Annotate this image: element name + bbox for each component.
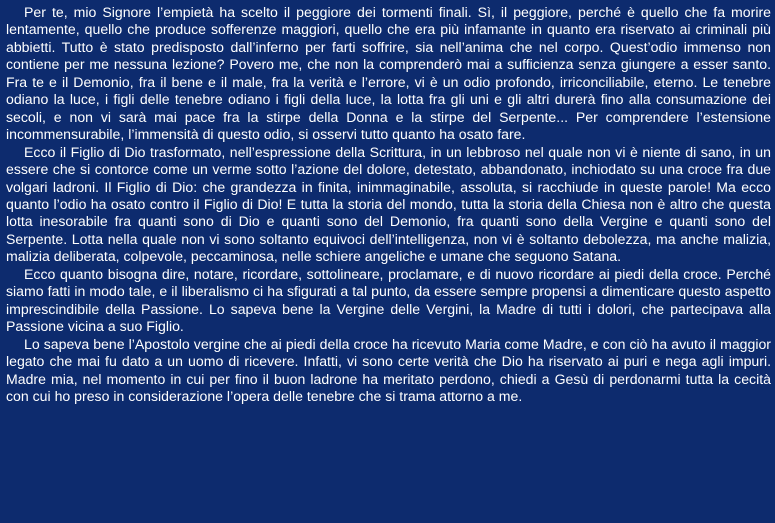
paragraph-1: Per te, mio Signore l’empietà ha scelto il peggiore dei tormenti finali. Sì, il peggiore, perché è quello che fa morire lentamente, quello che produce sofferenze maggiori, quello che era più infamante in quanto era riservato ai criminali più abbietti. Tutto è stato predisposto dall’inferno per farti soffrire, sia nell’anima che nel corpo. Quest’odio immenso non contiene per me nessuna lezione? Povero me, che non la comprenderò mai a sufficienza senza giungere a esser santo. Fra te e il Demonio, fra il bene e il male, fra la verità e l’errore, vi è un odio profondo, irriconciliabile, eterno. Le tenebre odiano la luce, i figli delle tenebre odiano i figli della luce, la lotta fra gli uni e gli altri durerà fino alla consumazione dei secoli, e non vi sarà mai pace fra la stirpe della Donna e la stirpe del Serpente... Per comprendere l’estensione incommensurabile, l’immensità di questo odio, si osservi tutto quanto ha osato fare. (6, 4, 771, 143)
paragraph-3: Ecco quanto bisogna dire, notare, ricordare, sottolineare, proclamare, e di nuovo ricordare ai piedi della croce. Perché siamo fatti in modo tale, e il liberalismo ci ha sfigurati a tal punto, da essere sempre propensi a dimenticare questo aspetto imprescindibile della Passione. Lo sapeva bene la Vergine delle Vergini, la Madre di tutti i dolori, che partecipava alla Passione vicina a suo Figlio. (6, 265, 771, 335)
paragraph-4: Lo sapeva bene l’Apostolo vergine che ai piedi della croce ha ricevuto Maria come Madre, e con ciò ha avuto il maggior legato che mai fu dato a un uomo di ricevere. Infatti, vi sono certe verità che Dio ha riservato ai puri e nega agli impuri. Madre mia, nel momento in cui per fino il buon ladrone ha meritato perdono, chiedi a Gesù di perdonarmi tutta la cecità con cui ho preso in considerazione l’opera delle tenebre che si trama attorno a me. (6, 335, 771, 404)
paragraph-2: Ecco il Figlio di Dio trasformato, nell’espressione della Scrittura, in un lebbroso nel quale non vi è niente di sano, in un essere che si contorce come un verme sotto l’azione del dolore, detestato, abbandonato, inchiodato su una croce fra due volgari ladroni. Il Figlio di Dio: che grandezza in finita, inimmaginabile, assoluta, si racchiude in queste parole! Ma ecco quanto l’odio ha osato contro il Figlio di Dio! E tutta la storia del mondo, tutta la storia della Chiesa non è altro che questa lotta inesorabile fra quanti sono di Dio e quanti sono del Demonio, fra quanti sono della Vergine e quanti sono del Serpente. Lotta nella quale non vi sono soltanto equivoci dell’intelligenza, non vi è soltanto debolezza, ma anche malizia, malizia deliberata, colpevole, peccaminosa, nelle schiere angeliche e umane che seguono Satana. (6, 143, 771, 265)
